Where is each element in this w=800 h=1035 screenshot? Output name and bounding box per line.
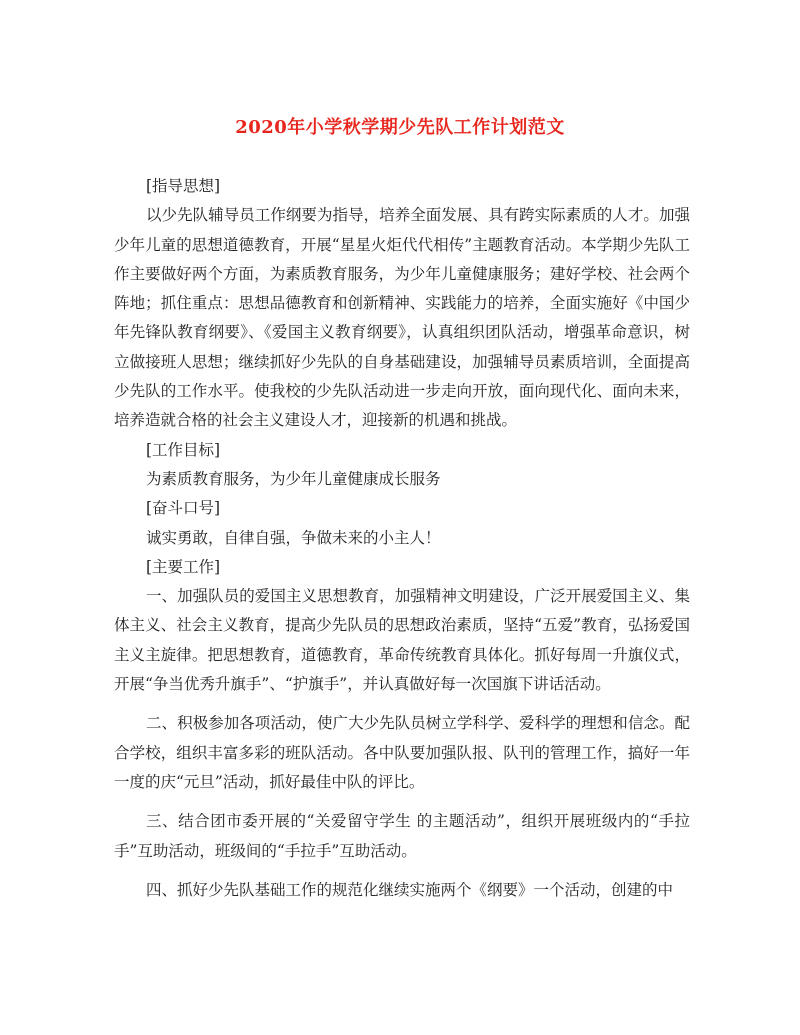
paragraph-work-goal: 为素质教育服务，为少年儿童健康成长服务 — [146, 469, 441, 488]
paragraph-main-work-4: 四、抓好少先队基础工作的规范化继续实施两个《纲要》一个活动，创建的中 — [146, 880, 674, 899]
paragraph-main-work-2: 二、积极参加各项活动，使广大少先队员树立学科学、爱科学的理想和信念。配合学校，组织丰富多彩的班队活动。各中队要加强队报、队刊的管理工作，搞好一年一度的庆“元旦”活动，抓好最佳中队的评比。 — [114, 714, 690, 791]
paragraph-slogan: 诚实勇敢，自律自强，争做未来的小主人！ — [146, 528, 441, 547]
paragraph-gap — [114, 699, 690, 709]
paragraph-gap — [114, 797, 690, 807]
section-heading-guiding-ideology: [指导思想] — [146, 177, 221, 195]
paragraph-main-work-1: 一、加强队员的爱国主义思想教育，加强精神文明建设，广泛开展爱国主义、集体主义、社会主义教育，提高少先队员的思想政治素质，坚持“五爱”教育，弘扬爱国主义主旋律。把思想教育，道德教育，革命传统教育具体化。抓好每周一升旗仪式，开展“争当优秀升旗手”、“护旗手”，并认真做好每一次国旗下讲话活动。 — [114, 587, 690, 694]
document-body — [114, 172, 690, 905]
document-title: 2020年小学秋学期少先队工作计划范文 — [235, 117, 565, 138]
section-heading-main-work: [主要工作] — [146, 557, 221, 576]
paragraph-gap — [114, 866, 690, 876]
paragraph-guiding-ideology: 以少先队辅导员工作纲要为指导，培养全面发展、具有跨实际素质的人才。加强少年儿童的思想道德教育，开展“星星火炬代代相传”主题教育活动。本学期少先队工作主要做好两个方面，为素质教育服务，为少年儿童健康服务；建好学校、社会两个阵地；抓住重点：思想品德教育和创新精神、实践能力的培养，全面实施好《中国少年先锋队教育纲要》、《爱国主义教育纲要》，认真组织团队活动，增强革命意识，树立做接班人思想；继续抓好少先队的自身基础建设，加强辅导员素质培训，全面提高少先队的工作水平。使我校的少先队活动进一步走向开放，面向现代化、面向未来，培养造就合格的社会主义建设人才，迎接新的机遇和挑战。 — [114, 206, 690, 430]
section-heading-work-goal: [工作目标] — [146, 440, 221, 459]
paragraph-main-work-3: 三、结合团市委开展的“关爱留守学生 的主题活动”，组织开展班级内的“手拉手”互助活动，班级间的“手拉手”互助活动。 — [114, 812, 690, 860]
section-heading-slogan: [奋斗口号] — [146, 499, 221, 518]
